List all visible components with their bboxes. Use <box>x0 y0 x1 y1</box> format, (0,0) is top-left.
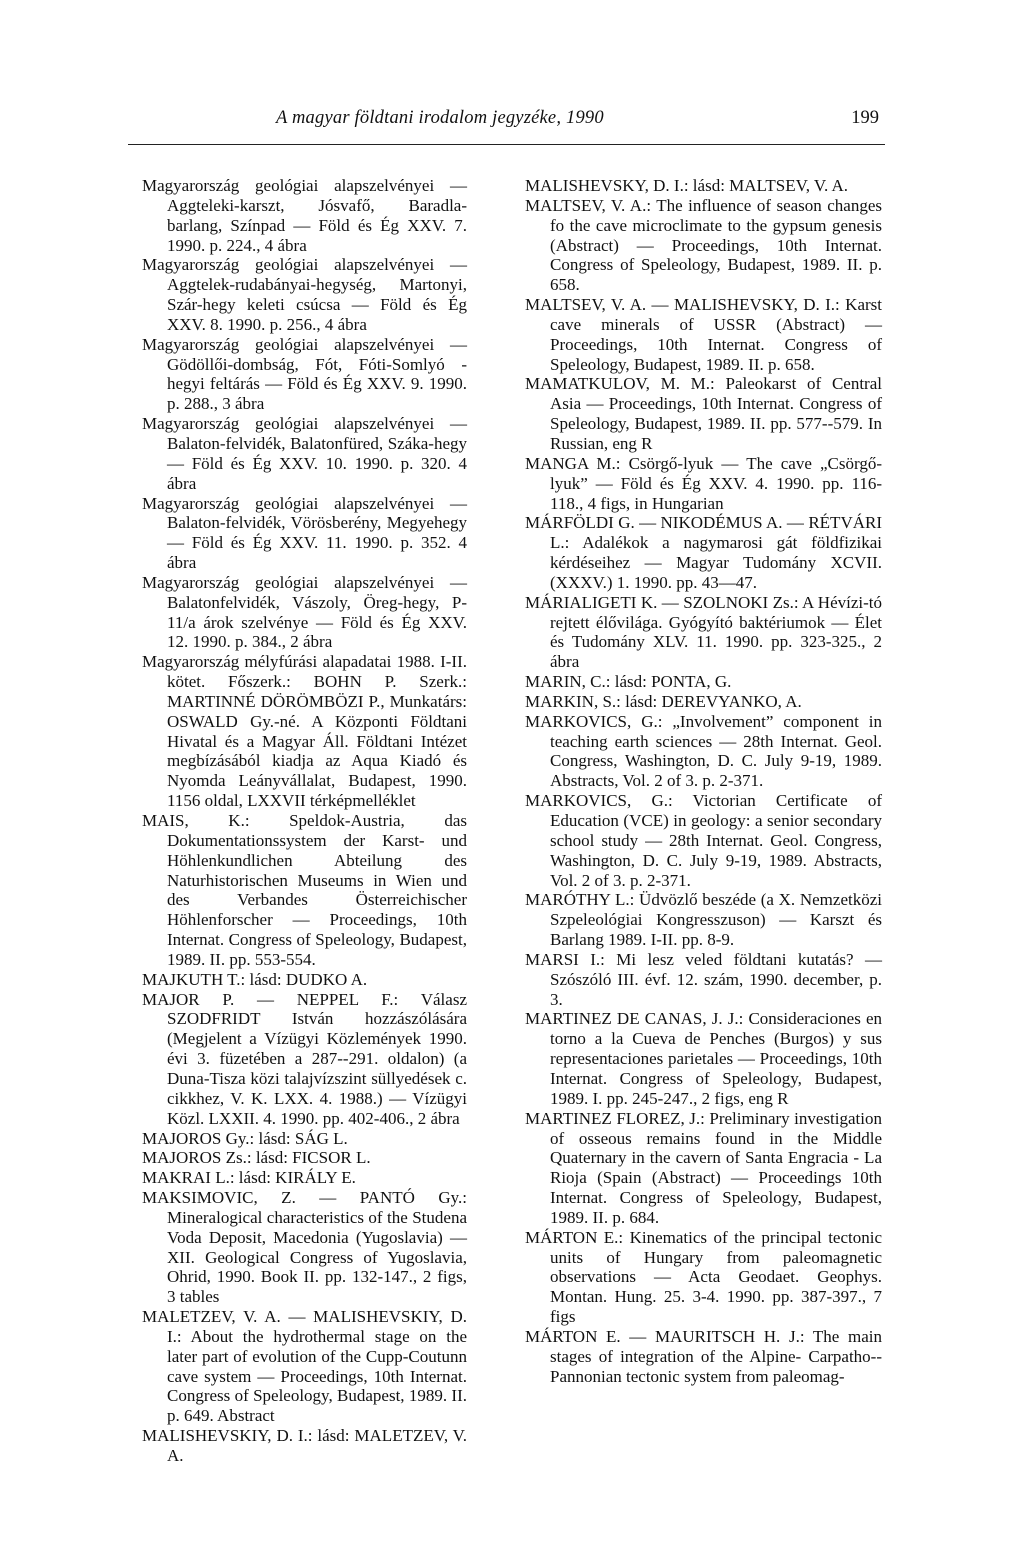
bibliography-entry: MAMATKULOV, M. M.: Paleokarst of Central Asia — Proceedings, 10th Internat. Congress of Speleology, Budapest, 1989. II. pp. 577--579. In Russian, eng R <box>525 374 882 453</box>
bibliography-entry: MAJOROS Zs.: lásd: FICSOR L. <box>142 1148 371 1168</box>
bibliography-entry: MARKOVICS, G.: „Involvement” component in teaching earth sciences — 28th Internat. Geol. Congress, Washington, D. C. July 9-19, 1989. Abstracts, Vol. 2 of 3. p. 2-371. <box>525 711 882 791</box>
bibliography-entry: MAIS, K.: Speldok-Austria, das Dokumentationssystem der Karst- und Höhlenkundlichen Abteilung des Naturhistorischen Museums in Wien und des Verbandes Österreichischer Höhlenforscher — Proceedings, 10th Internat. Congress of Speleology, Budapest, 1989. II. pp. 553-554. <box>142 811 467 969</box>
bibliography-entry: MALTSEV, V. A.: The influence of season changes fo the cave microclimate to the gypsum genesis (Abstract) — Proceedings, 10th Internat. Congress of Speleology, Budapest, 1989. II. p. 658. <box>525 195 882 295</box>
bibliography-entry: MARIN, C.: lásd: PONTA, G. <box>525 672 732 692</box>
running-title: A magyar földtani irodalom jegyzéke, 1990 <box>276 108 604 128</box>
bibliography-entry: MAJOROS Gy.: lásd: SÁG L. <box>142 1128 348 1148</box>
bibliography-entry: MARSI I.: Mi lesz veled földtani kutatás? — Szószóló III. évf. 12. szám, 1990. december, p. 3. <box>525 949 882 1009</box>
bibliography-entry: MALTSEV, V. A. — MALISHEVSKY, D. I.: Karst cave minerals of USSR (Abstract) — Proceedings, 10th Internat. Congress of Speleology, Budapest, 1989. II. p. 658. <box>525 295 882 374</box>
bibliography-entry: MARÓTHY L.: Üdvözlő beszéde (a X. Nemzetközi Szpeleológiai Kongresszuson) — Karszt és Barlang 1989. I-II. pp. 8-9. <box>525 890 882 950</box>
bibliography-entry: MAKSIMOVIC, Z. — PANTÓ Gy.: Mineralogical characteristics of the Studena Voda Deposit, Macedonia (Yugoslavia) — XII. Geological Congress of Yugoslavia, Ohrid, 1990. Book II. pp. 132-147., 2 figs, 3 tables <box>142 1188 467 1307</box>
bibliography-entry: MAJKUTH T.: lásd: DUDKO A. <box>142 969 368 989</box>
bibliography-entry: MÁRTON E. — MAURITSCH H. J.: The main stages of integration of the Alpine- Carpatho--Pannonian tectonic system from paleomag- <box>525 1326 882 1386</box>
bibliography-entry: MARKIN, S.: lásd: DEREVYANKO, A. <box>525 691 802 711</box>
bibliography-entry: MALETZEV, V. A. — MALISHEVSKIY, D. I.: About the hydrothermal stage on the later part of evolution of the Cupp-Coutunn cave system — Proceedings, 10th Internat. Congress of Speleology, Budapest, 1989. II. p. 649. Abstract <box>142 1307 467 1426</box>
left-column <box>142 176 467 1466</box>
page-header <box>128 96 885 145</box>
bibliography-entry: MÁRFÖLDI G. — NIKODÉMUS A. — RÉTVÁRI L.: Adalékok a nagymarosi gát földfizikai kérdéseihez — Magyar Tudomány XCVII. (XXXV.) 1. 1990. pp. 43—47. <box>525 513 882 592</box>
bibliography-entry: Magyarország geológiai alapszelvényei — Balatonfelvidék, Vászoly, Öreg-hegy, P-11/a árok szelvénye — Föld és Ég XXV. 12. 1990. p. 384., 2 ábra <box>142 572 467 652</box>
bibliography-entry: MARTINEZ FLOREZ, J.: Preliminary investigation of osseous remains found in the Middle Quaternary in the cavern of Santa Engracia - La Rioja (Spain (Abstract) — Proceedings 10th Internat. Congress of Speleology, Budapest, 1989. II. p. 684. <box>525 1108 882 1227</box>
bibliography-entry: Magyarország mélyfúrási alapadatai 1988. I-II. kötet. Főszerk.: BOHN P. Szerk.: MARTINNÉ DÖRÖMBÖZI P., Munkatárs: OSWALD Gy.-né. A Központi Földtani Hivatal és a Magyar Áll. Földtani Intézet megbízásából kiadja az Aqua Kiadó és Nyomda Leányvállalat, Budapest, 1990. 1156 oldal, LXXVII térképmelléklet <box>142 652 467 811</box>
page-number: 199 <box>851 108 879 128</box>
bibliography-entry: MÁRTON E.: Kinematics of the principal tectonic units of Hungary from paleomagnetic observations — Acta Geodaet. Geophys. Montan. Hung. 25. 3-4. 1990. pp. 387-397., 7 figs <box>525 1227 882 1327</box>
bibliography-entry: MARTINEZ DE CANAS, J. J.: Consideraciones en torno a la Cueva de Penches (Burgos) y sus representaciones parietales — Proceedings, 10th Internat. Congress of Speleology, Budapest, 1989. I. pp. 245-247., 2 figs, eng R <box>525 1009 882 1108</box>
bibliography-entry: Magyarország geológiai alapszelvényei — Aggteleki-karszt, Jósvafő, Baradla- barlang, Színpad — Föld és Ég XXV. 7. 1990. p. 224., 4 ábra <box>142 176 467 255</box>
bibliography-entry: Magyarország geológiai alapszelvényei — Balaton-felvidék, Balatonfüred, Száka-hegy — Föld és Ég XXV. 10. 1990. p. 320. 4 ábra <box>142 414 467 493</box>
bibliography-entry: MANGA M.: Csörgő-lyuk — The cave „Csörgő-lyuk” — Föld és Ég XXV. 4. 1990. pp. 116-118., 4 figs, in Hungarian <box>525 453 882 513</box>
bibliography-entry: Magyarország geológiai alapszelvényei — Balaton-felvidék, Vörösberény, Megyehegy — Föld és Ég XXV. 11. 1990. p. 352. 4 ábra <box>142 493 467 573</box>
right-column <box>525 176 882 1386</box>
bibliography-entry: MÁRIALIGETI K. — SZOLNOKI Zs.: A Hévízi-tó rejtett élővilága. Gyógyító baktériumok — Élet és Tudomány XLV. 11. 1990. pp. 323-325., 2 ábra <box>525 592 882 672</box>
bibliography-entry: MARKOVICS, G.: Victorian Certificate of Education (VCE) in geology: a senior secondary school study — 28th Internat. Geol. Congress, Washington, D. C. July 9-19, 1989. Abstracts, Vol. 2 of 3. p. 2-371. <box>525 791 882 890</box>
bibliography-entry: Magyarország geológiai alapszelvényei — Gödöllői-dombság, Fót, Fóti-Somlyó - hegyi feltárás — Föld és Ég XXV. 9. 1990. p. 288., 3 ábra <box>142 334 467 414</box>
bibliography-entry: MAKRAI L.: lásd: KIRÁLY E. <box>142 1168 356 1188</box>
bibliography-entry: MALISHEVSKY, D. I.: lásd: MALTSEV, V. A. <box>525 176 849 195</box>
bibliography-entry: MALISHEVSKIY, D. I.: lásd: MALETZEV, V. A. <box>142 1426 467 1465</box>
bibliography-entry: Magyarország geológiai alapszelvényei — Aggtelek-rudabányai-hegység, Martonyi, Szár-hegy keleti csúcsa — Föld és Ég XXV. 8. 1990. p. 256., 4 ábra <box>142 255 467 334</box>
bibliography-entry: MAJOR P. — NEPPEL F.: Válasz SZODFRIDT István hozzászólására (Megjelent a Vízügyi Közlemények 1990. évi 3. füzetében a 287--291. oldalon) (a Duna-Tisza közi talajvízszint süllyedések c. cikkhez, V. K. LXX. 4. 1988.) — Vízügyi Közl. LXXII. 4. 1990. pp. 402-406., 2 ábra <box>142 989 467 1128</box>
